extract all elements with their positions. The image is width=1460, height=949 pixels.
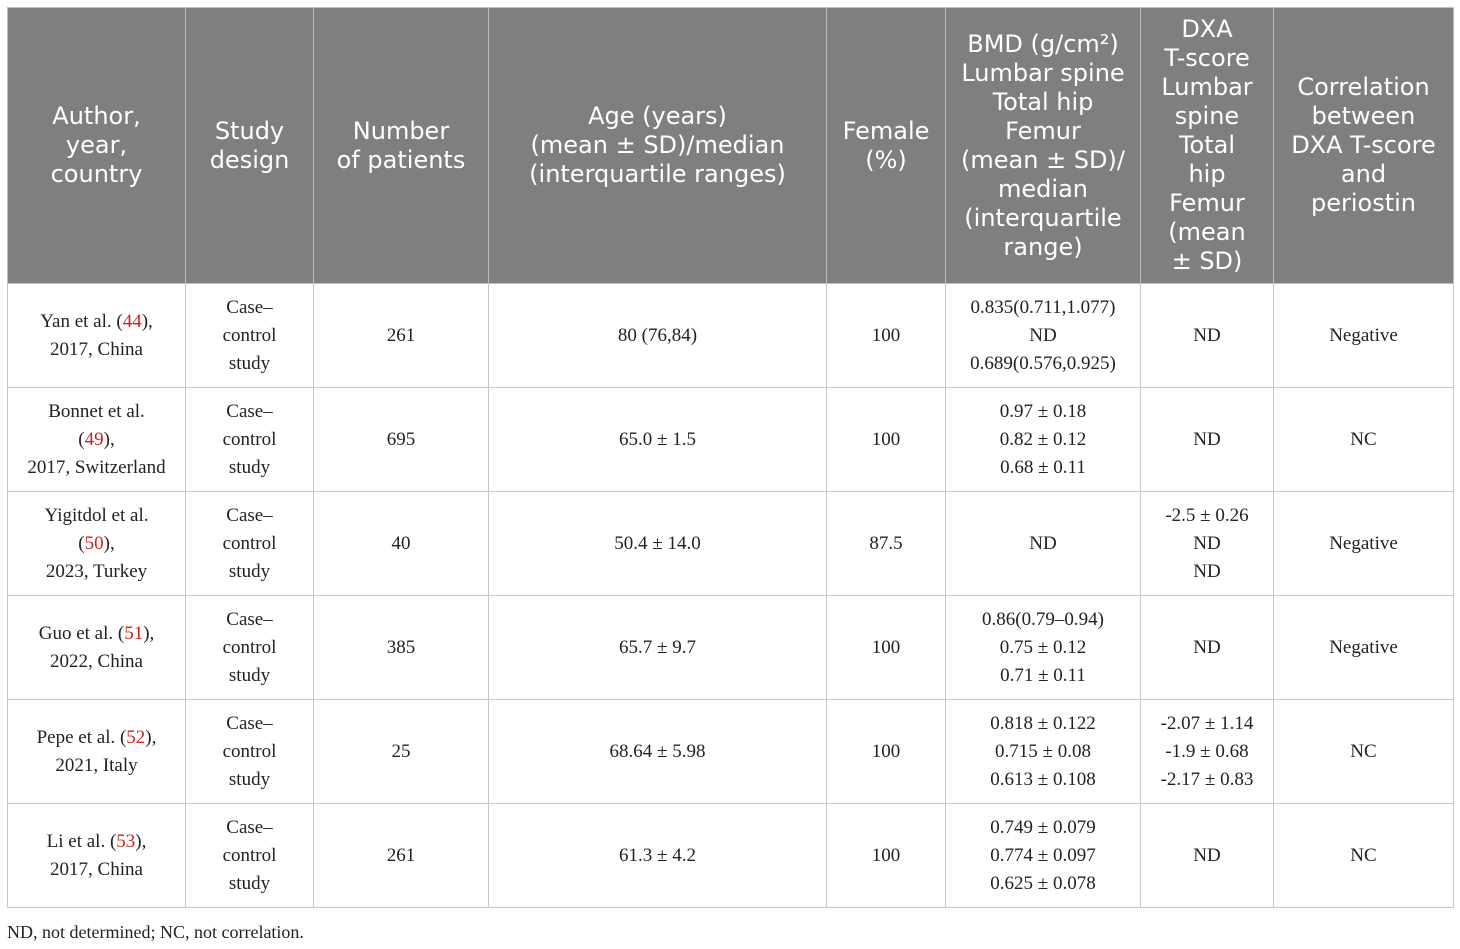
header-bmd: BMD (g/cm²) Lumbar spine Total hip Femur (mean ± SD)/ median (interquartile range) [946,8,1141,284]
reference-link[interactable]: 51 [124,622,144,644]
cell-bmd: ND [946,492,1141,596]
header-design: Study design [186,8,314,284]
table-row [8,596,1454,700]
cell-female: 100 [827,804,946,908]
table-row [8,700,1454,804]
cell-author: Yigitdol et al. (50), 2023, Turkey [8,492,186,596]
header-patients: Number of patients [314,8,489,284]
cell-correlation: NC [1274,804,1454,908]
cell-design: Case– control study [186,284,314,388]
cell-patients: 261 [314,284,489,388]
cell-author: Bonnet et al. (49), 2017, Switzerland [8,388,186,492]
cell-age: 61.3 ± 4.2 [489,804,827,908]
cell-age: 50.4 ± 14.0 [489,492,827,596]
cell-bmd: 0.749 ± 0.079 0.774 ± 0.097 0.625 ± 0.078 [946,804,1141,908]
study-table [7,7,1454,908]
cell-tscore: ND [1141,596,1274,700]
table-row [8,388,1454,492]
cell-correlation: NC [1274,388,1454,492]
cell-design: Case– control study [186,700,314,804]
cell-author: Pepe et al. (52), 2021, Italy [8,700,186,804]
table-row [8,284,1454,388]
cell-patients: 40 [314,492,489,596]
cell-patients: 261 [314,804,489,908]
cell-female: 100 [827,388,946,492]
cell-bmd: 0.835(0.711,1.077) ND 0.689(0.576,0.925) [946,284,1141,388]
header-age: Age (years) (mean ± SD)/median (interquartile ranges) [489,8,827,284]
table-row [8,804,1454,908]
table-row [8,492,1454,596]
cell-tscore: ND [1141,388,1274,492]
header-row [8,8,1454,284]
cell-patients: 695 [314,388,489,492]
cell-bmd: 0.818 ± 0.122 0.715 ± 0.08 0.613 ± 0.108 [946,700,1141,804]
cell-correlation: NC [1274,700,1454,804]
header-female: Female (%) [827,8,946,284]
cell-bmd: 0.97 ± 0.18 0.82 ± 0.12 0.68 ± 0.11 [946,388,1141,492]
cell-age: 80 (76,84) [489,284,827,388]
cell-correlation: Negative [1274,284,1454,388]
cell-female: 100 [827,700,946,804]
cell-author: Li et al. (53), 2017, China [8,804,186,908]
reference-link[interactable]: 52 [126,726,146,748]
cell-patients: 385 [314,596,489,700]
cell-tscore: ND [1141,284,1274,388]
reference-link[interactable]: 50 [84,532,104,554]
cell-tscore: -2.5 ± 0.26 ND ND [1141,492,1274,596]
cell-design: Case– control study [186,804,314,908]
cell-design: Case– control study [186,492,314,596]
reference-link[interactable]: 44 [122,310,142,332]
cell-design: Case– control study [186,388,314,492]
cell-bmd: 0.86(0.79–0.94) 0.75 ± 0.12 0.71 ± 0.11 [946,596,1141,700]
cell-tscore: -2.07 ± 1.14 -1.9 ± 0.68 -2.17 ± 0.83 [1141,700,1274,804]
table-footnote: ND, not determined; NC, not correlation. [7,922,304,942]
cell-correlation: Negative [1274,596,1454,700]
cell-age: 65.7 ± 9.7 [489,596,827,700]
cell-correlation: Negative [1274,492,1454,596]
reference-link[interactable]: 49 [84,428,104,450]
cell-age: 65.0 ± 1.5 [489,388,827,492]
cell-female: 100 [827,284,946,388]
cell-design: Case– control study [186,596,314,700]
table-container [7,7,1453,908]
cell-tscore: ND [1141,804,1274,908]
header-author: Author, year, country [8,8,186,284]
cell-patients: 25 [314,700,489,804]
cell-female: 87.5 [827,492,946,596]
cell-author: Yan et al. (44), 2017, China [8,284,186,388]
cell-age: 68.64 ± 5.98 [489,700,827,804]
cell-author: Guo et al. (51), 2022, China [8,596,186,700]
header-correlation: Correlation between DXA T-score and periostin [1274,8,1454,284]
reference-link[interactable]: 53 [116,830,136,852]
header-tscore: DXA T-score Lumbar spine Total hip Femur (mean ± SD) [1141,8,1274,284]
cell-female: 100 [827,596,946,700]
